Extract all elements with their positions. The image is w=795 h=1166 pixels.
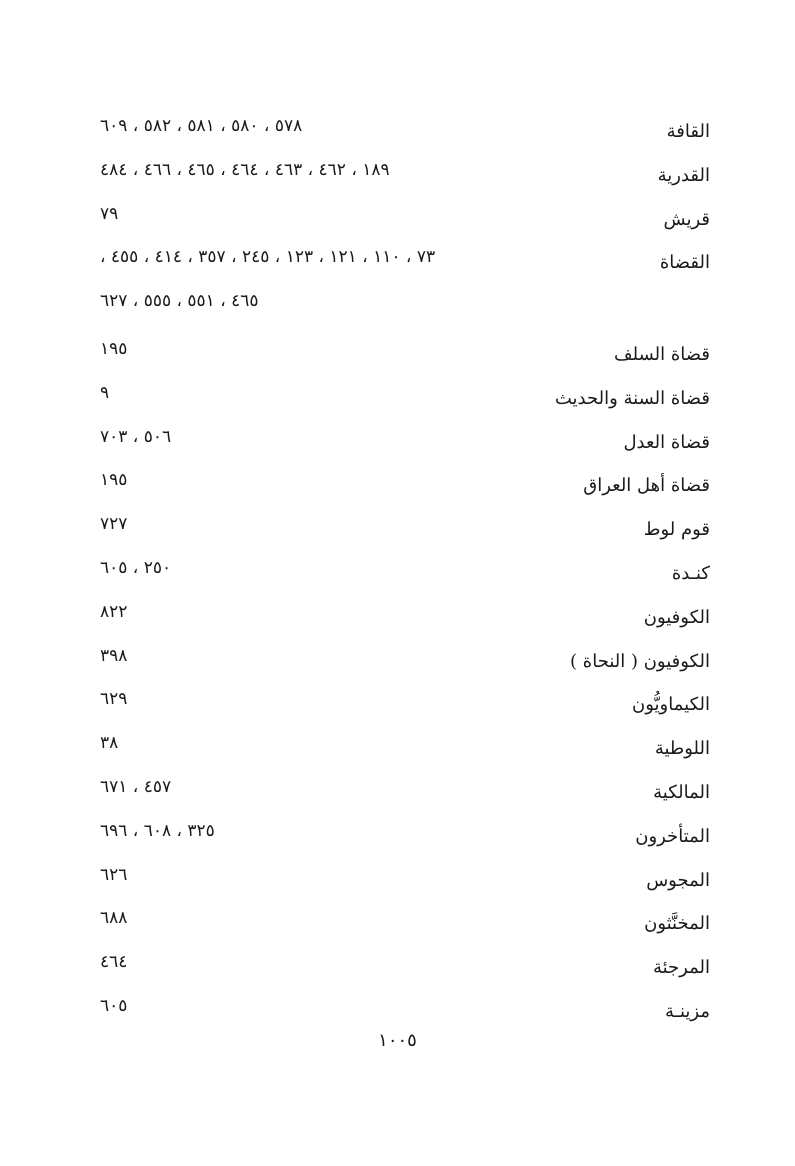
- index-entry: [100, 546, 710, 590]
- entry-pages: ٩: [100, 382, 110, 403]
- index-entry: [100, 677, 710, 721]
- index-entry: [100, 721, 710, 765]
- entry-term: المالكية: [653, 781, 710, 803]
- entry-pages: ٥٠٦ ، ٧٠٣: [100, 426, 172, 447]
- index-entry: [100, 502, 710, 546]
- entry-term: القضاة: [659, 252, 710, 274]
- index-entry: [100, 984, 710, 1028]
- page-number: ١٠٠٥: [378, 1030, 417, 1051]
- entry-pages: ٢٥٠ ، ٦٠٥: [100, 557, 172, 578]
- entry-term: المخنَّثون: [644, 913, 710, 935]
- entry-pages: ١٩٥: [100, 338, 128, 359]
- entry-pages: ٧٢٧: [100, 514, 128, 535]
- entry-term: المرجئة: [652, 957, 710, 979]
- entry-term: الكوفيون: [643, 606, 710, 628]
- index-entry: [100, 458, 710, 502]
- entry-term: قضاة السنة والحديث: [554, 387, 710, 409]
- entry-term: قضاة العدل: [623, 431, 710, 453]
- entry-pages: ١٨٩ ، ٤٦٢ ، ٤٦٣ ، ٤٦٤ ، ٤٦٥ ، ٤٦٦ ، ٤٨٤: [100, 159, 390, 180]
- entry-pages: ٦٢٦: [100, 864, 128, 885]
- index-entry: [100, 235, 710, 279]
- entry-pages: ١٩٥: [100, 470, 128, 491]
- entry-term: المتأخرون: [635, 825, 710, 847]
- entry-pages: ٣٩٨: [100, 645, 128, 666]
- entry-term: قضاة السلف: [614, 343, 710, 365]
- entry-term: قريش: [663, 208, 710, 230]
- entry-term: الكيماويُّون: [632, 694, 710, 716]
- entry-term: قضاة أهل العراق: [583, 475, 710, 497]
- entry-pages: ٤٥٧ ، ٦٧١: [100, 776, 172, 797]
- entry-term: اللوطية: [654, 738, 710, 760]
- entry-pages: ٥٧٨ ، ٥٨٠ ، ٥٨١ ، ٥٨٢ ، ٦٠٩: [100, 116, 303, 136]
- index-entry: [100, 809, 710, 853]
- index-entries: [100, 104, 710, 1028]
- entry-term: قوم لوط: [643, 519, 710, 541]
- entry-pages: ٣٨: [100, 733, 119, 754]
- entry-pages: ٨٢٢: [100, 601, 128, 622]
- index-entry: [100, 327, 710, 371]
- entry-pages: ٦٨٨: [100, 908, 128, 929]
- entry-term: القدرية: [657, 164, 710, 186]
- entry-pages: ٤٦٤: [100, 952, 128, 973]
- index-entry: [100, 590, 710, 634]
- entry-pages: ٤٦٥ ، ٥٥١ ، ٥٥٥ ، ٦٢٧: [100, 291, 259, 312]
- index-entry: [100, 634, 710, 678]
- index-entry: [100, 940, 710, 984]
- index-entry: [100, 415, 710, 459]
- index-entry-continuation: [100, 279, 710, 323]
- index-entry: [100, 148, 710, 192]
- entry-term: كنـدة: [671, 562, 710, 584]
- index-entry: [100, 765, 710, 809]
- entry-term: القافة: [666, 121, 710, 142]
- index-entry: [100, 192, 710, 236]
- entry-term: الكوفيون ( النحاة ): [570, 650, 710, 672]
- index-entry: [100, 371, 710, 415]
- index-entry: [100, 104, 710, 148]
- entry-pages: ٧٣ ، ١١٠ ، ١٢١ ، ١٢٣ ، ٢٤٥ ، ٣٥٧ ، ٤١٤ ، ٤٥٥ ،: [100, 247, 436, 268]
- entry-pages: ٦٠٥: [100, 995, 128, 1016]
- entry-term: المجوس: [646, 869, 710, 891]
- index-entry: [100, 896, 710, 940]
- entry-pages: ٧٩: [100, 203, 119, 224]
- index-entry: [100, 853, 710, 897]
- entry-pages: ٦٢٩: [100, 689, 128, 710]
- entry-pages: ٣٢٥ ، ٦٠٨ ، ٦٩٦: [100, 820, 215, 841]
- entry-term: مزينـة: [665, 1000, 710, 1022]
